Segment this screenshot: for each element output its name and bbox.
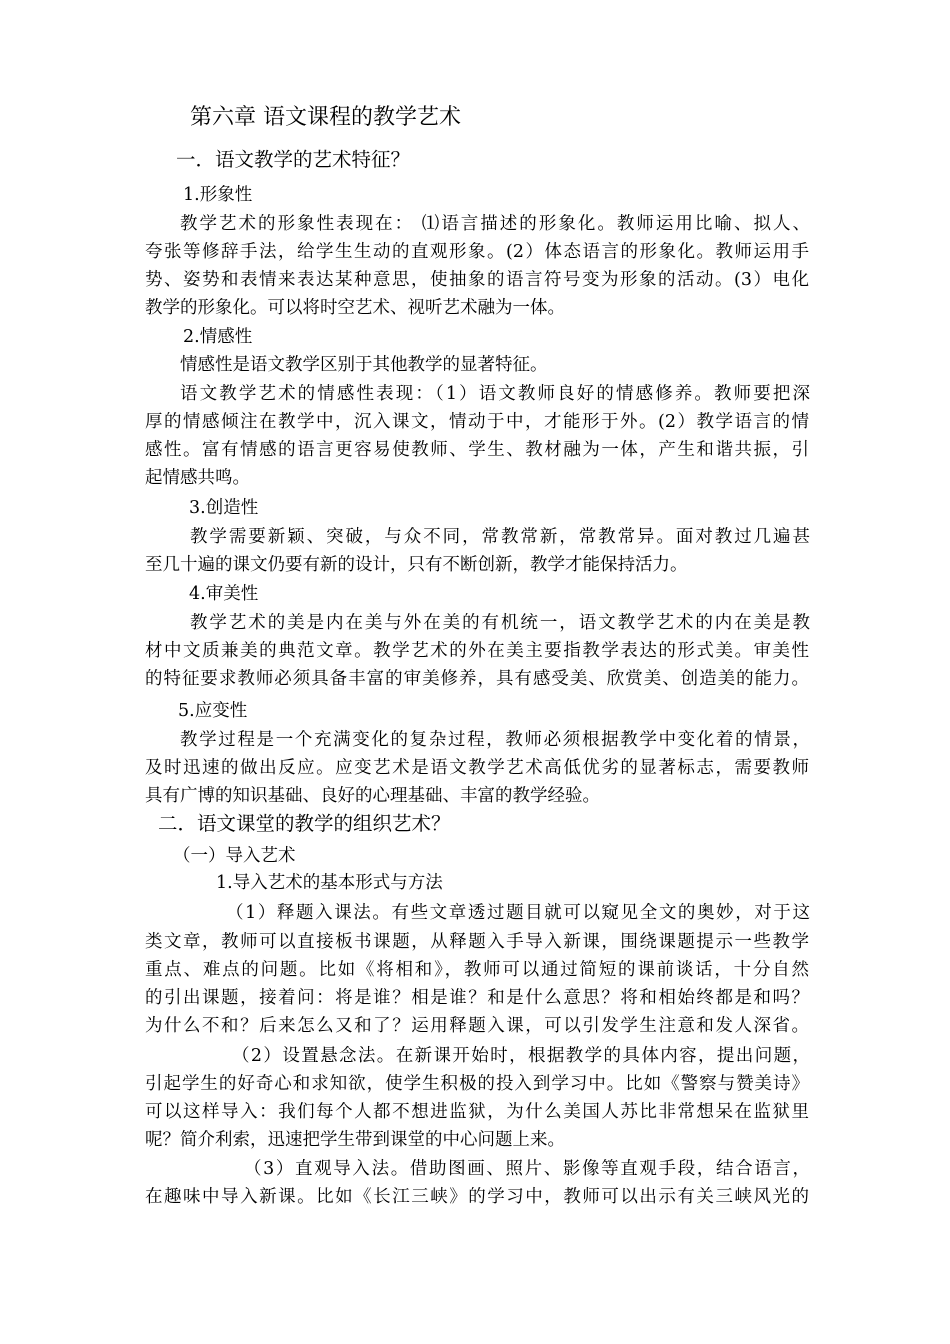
paragraph-line: 教学的形象化。可以将时空艺术、视听艺术融为一体。 <box>145 298 565 318</box>
paragraph-line: （3）直观导入法。借助图画、照片、影像等直观手段，结合语言， <box>244 1159 810 1179</box>
paragraph-line: 的引出课题，接着问：将是谁？相是谁？和是什么意思？将和相始终都是和吗？ <box>145 988 809 1008</box>
paragraph-line: 教学艺术的美是内在美与外在美的有机统一，语文教学艺术的内在美是教 <box>190 613 810 633</box>
paragraph-line: 及时迅速的做出反应。应变艺术是语文教学艺术高低优劣的显著标志，需要教师 <box>145 758 809 778</box>
subheading-aesthetics: 4.审美性 <box>189 584 259 604</box>
paragraph-line: 教学需要新颖、突破，与众不同，常教常新，常教常异。面对教过几遍甚 <box>190 527 810 547</box>
paragraph-line: 在趣味中导入新课。比如《长江三峡》的学习中，教师可以出示有关三峡风光的 <box>145 1187 809 1207</box>
subheading-introduction-art: （一）导入艺术 <box>173 846 296 866</box>
section-heading-2: 二．语文课堂的教学的组织艺术？ <box>158 812 451 835</box>
subheading-creativity: 3.创造性 <box>189 498 259 518</box>
paragraph-line: 厚的情感倾注在教学中，沉入课文，情动于中，才能形于外。(2）教学语言的情 <box>145 412 809 432</box>
chapter-title: 第六章 语文课程的教学艺术 <box>190 105 461 130</box>
paragraph-line: 势、姿势和表情来表达某种意思，使抽象的语言符号变为形象的活动。(3）电化 <box>145 270 809 290</box>
paragraph-line: 语文教学艺术的情感性表现：（1）语文教师良好的情感修养。教师要把深 <box>180 384 810 404</box>
paragraph-line: 呢？简介利索，迅速把学生带到课堂的中心问题上来。 <box>145 1130 565 1150</box>
subheading-imagery: 1.形象性 <box>183 185 253 205</box>
paragraph-line: 重点、难点的问题。比如《将相和》，教师可以通过简短的课前谈话，十分自然 <box>145 960 809 980</box>
paragraph-line: 可以这样导入：我们每个人都不想进监狱，为什么美国人苏比非常想呆在监狱里 <box>145 1102 809 1122</box>
paragraph-line: （1）释题入课法。有些文章透过题目就可以窥见全文的奥妙，对于这 <box>226 903 810 923</box>
paragraph-line: 感性。富有情感的语言更容易使教师、学生、教材融为一体，产生和谐共振，引 <box>145 440 809 460</box>
paragraph-line: 教学过程是一个充满变化的复杂过程，教师必须根据教学中变化着的情景， <box>180 730 810 750</box>
paragraph-line: 类文章，教师可以直接板书课题，从释题入手导入新课，围绕课题提示一些教学 <box>145 932 809 952</box>
paragraph-line: 情感性是语文教学区别于其他教学的显著特征。 <box>180 355 548 375</box>
paragraph-line: （2）设置悬念法。在新课开始时，根据教学的具体内容，提出问题， <box>232 1046 810 1066</box>
paragraph-line: 教学艺术的形象性表现在： ⑴语言描述的形象化。教师运用比喻、拟人、 <box>180 214 810 234</box>
paragraph-line: 具有广博的知识基础、良好的心理基础、丰富的教学经验。 <box>145 786 600 806</box>
paragraph-line: 至几十遍的课文仍要有新的设计，只有不断创新，教学才能保持活力。 <box>145 555 688 575</box>
subheading-intro-methods: 1.导入艺术的基本形式与方法 <box>216 873 443 893</box>
section-heading-1: 一．语文教学的艺术特征？ <box>176 148 411 171</box>
paragraph-line: 的特征要求教师必须具备丰富的审美修养，具有感受美、欣赏美、创造美的能力。 <box>145 669 809 689</box>
paragraph-line: 夸张等修辞手法，给学生生动的直观形象。(2）体态语言的形象化。教师运用手 <box>145 242 809 262</box>
paragraph-line: 为什么不和？后来怎么又和了？运用释题入课，可以引发学生注意和发人深省。 <box>145 1016 809 1036</box>
subheading-emotion: 2.情感性 <box>183 327 253 347</box>
paragraph-line: 引起学生的好奇心和求知欲，使学生积极的投入到学习中。比如《警察与赞美诗》 <box>145 1074 809 1094</box>
subheading-adaptability: 5.应变性 <box>178 701 248 721</box>
paragraph-line: 起情感共鸣。 <box>145 468 250 488</box>
paragraph-line: 材中文质兼美的典范文章。教学艺术的外在美主要指教学表达的形式美。审美性 <box>145 641 809 661</box>
